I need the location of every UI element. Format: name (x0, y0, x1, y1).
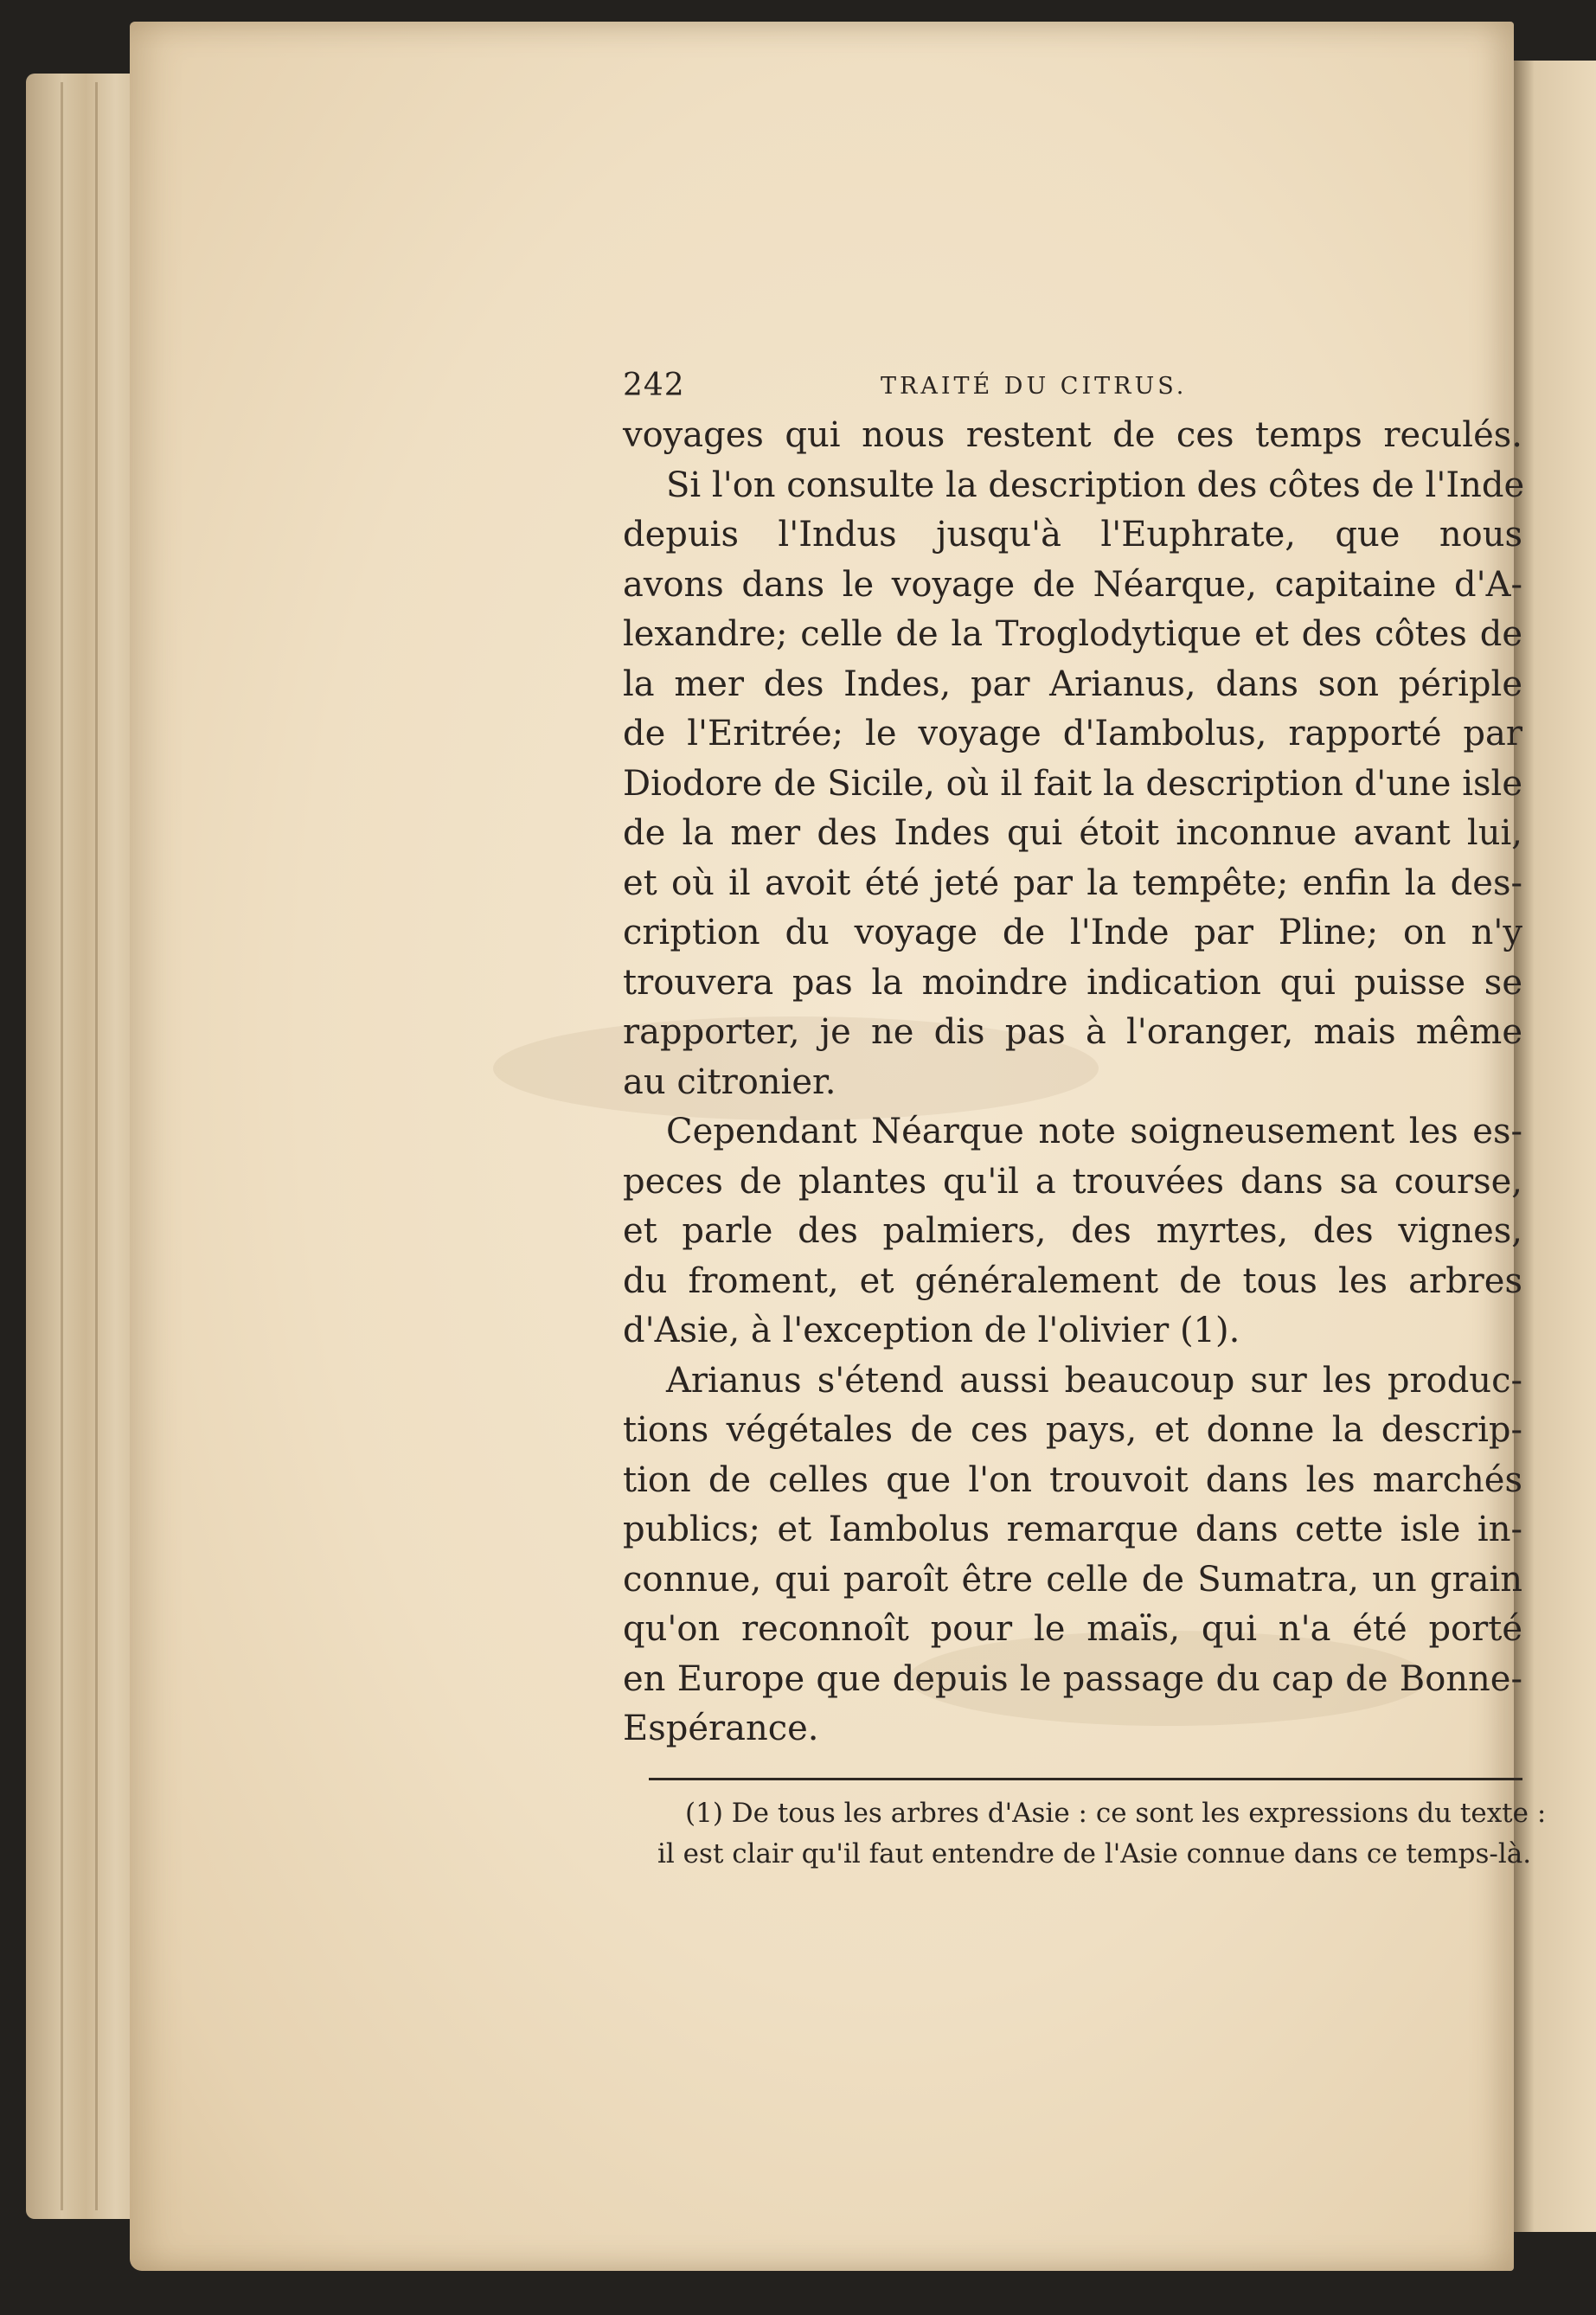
text-line: Si l'on consulte la description des côtes de l'Inde (666, 465, 1525, 505)
footnote-line: (1) De tous les arbres d'Asie : ce sont les expressions du texte : (685, 1798, 1547, 1829)
text-line: peces de plantes qu'il a trouvées dans sa course, (623, 1161, 1522, 1202)
text-line: Cependant Néarque note soigneusement les es- (666, 1112, 1522, 1151)
page-text (493, 368, 1525, 1754)
footnote-rule (649, 1778, 1522, 1780)
text-line: Arianus s'étend aussi beaucoup sur les produc- (666, 1360, 1522, 1401)
text-line: publics; et Iambolus remarque dans cette isle in- (623, 1510, 1522, 1549)
text-line: avons dans le voyage de Néarque, capitaine d'A- (623, 564, 1522, 605)
text-line: rapporter, je ne dis pas à l'oranger, mais même (623, 1012, 1522, 1052)
footnote-line: il est clair qu'il faut entendre de l'Asie connue dans ce temps-là. (657, 1838, 1532, 1869)
text-line: en Europe que depuis le passage du cap de Bonne- (623, 1658, 1522, 1699)
page-edge-line (61, 82, 63, 2210)
text-line: depuis l'Indus jusqu'à l'Euphrate, que nous (623, 515, 1522, 555)
facing-page-edge (1514, 61, 1596, 2232)
text-line: voyages qui nous restent de ces temps reculés. (623, 415, 1522, 455)
text-line: Espérance. (623, 1709, 819, 1748)
text-line: lexandre; celle de la Troglodytique et des côtes de (623, 614, 1522, 654)
text-line: d'Asie, à l'exception de l'olivier (1). (623, 1311, 1240, 1350)
book-page (130, 22, 1547, 2271)
text-line: cription du voyage de l'Inde par Pline; on n'y (623, 913, 1522, 952)
footnote (657, 1793, 1547, 1875)
text-line: et parle des palmiers, des myrtes, des vignes, (623, 1211, 1522, 1251)
text-line: tion de celles que l'on trouvoit dans les marchés (623, 1459, 1522, 1500)
text-line: trouvera pas la moindre indication qui puisse se (623, 962, 1522, 1003)
page-number: 242 (623, 368, 685, 403)
text-line: de la mer des Indes qui étoit inconnue avant lui, (623, 813, 1522, 853)
text-line: la mer des Indes, par Arianus, dans son périple (623, 664, 1522, 704)
text-line: tions végétales de ces pays, et donne la descrip- (623, 1410, 1522, 1450)
running-head (493, 368, 1522, 411)
text-line: au citronier. (623, 1061, 836, 1102)
text-line: qu'on reconnoît pour le maïs, qui n'a été porté (623, 1609, 1522, 1649)
page-edge-line (95, 82, 98, 2210)
text-line: et où il avoit été jeté par la tempête; enfin la des- (623, 863, 1522, 903)
text-line: Diodore de Sicile, où il fait la description d'une isle (623, 763, 1522, 804)
text-line: de l'Eritrée; le voyage d'Iambolus, rapporté par (623, 714, 1522, 753)
running-title: TRAITÉ DU CITRUS. (881, 373, 1188, 400)
text-line: du froment, et généralement de tous les arbres (623, 1260, 1522, 1301)
text-line: connue, qui paroît être celle de Sumatra, un grain (623, 1559, 1522, 1600)
